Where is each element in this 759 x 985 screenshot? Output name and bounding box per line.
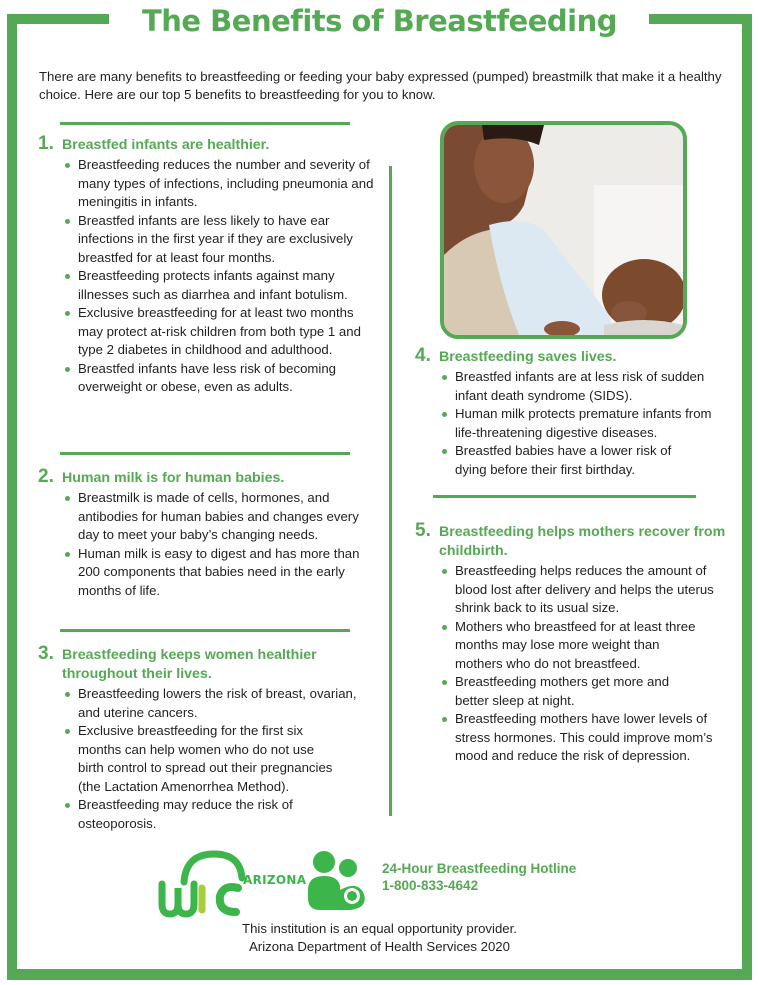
bullet-dot-icon	[65, 274, 70, 279]
wic-logo-icon	[156, 848, 246, 918]
section-title: Breastfeeding saves lives.	[439, 349, 617, 365]
bullet-dot-icon	[65, 803, 70, 808]
bullet-dot-icon	[442, 625, 447, 630]
wic-arizona-label: ARIZONA	[243, 873, 307, 887]
bullet-item: Breastfed infants are at less risk of sudden infant death syndrome (SIDS).	[439, 368, 730, 405]
section-3	[38, 644, 378, 833]
bullet-dot-icon	[442, 449, 447, 454]
section-4	[415, 346, 730, 479]
bullet-item: Breastfed infants are less likely to have ear infections in the first year if they are exclusively breastfed for at least four months.	[62, 212, 378, 268]
bullet-item: Breastmilk is made of cells, hormones, and antibodies for human babies and changes every day to meet your baby’s changing needs.	[62, 489, 378, 545]
photo-illustration-icon	[444, 125, 683, 335]
bullet-dot-icon	[442, 717, 447, 722]
bullet-dot-icon	[65, 311, 70, 316]
section-title: Breastfeeding helps mothers recover from childbirth.	[439, 524, 726, 559]
bullet-dot-icon	[442, 680, 447, 685]
equal-opportunity-statement: This institution is an equal opportunity provider.	[242, 921, 517, 936]
bullet-item: Breastfeeding mothers get more and better sleep at night.	[439, 673, 730, 710]
section-number: 1.	[38, 133, 54, 154]
mother-breastfeeding-photo	[440, 121, 687, 339]
bullet-dot-icon	[65, 219, 70, 224]
hotline-block	[382, 860, 576, 894]
bullet-item: Breastfeeding helps reduces the amount of blood lost after delivery and helps the uterus shrink back to its usual size.	[439, 562, 730, 618]
section-title: Human milk is for human babies.	[62, 470, 285, 486]
divider-section-1	[60, 122, 350, 125]
publisher-credit: Arizona Department of Health Services 2020	[249, 939, 510, 954]
bullet-dot-icon	[65, 552, 70, 557]
frame-bottom	[7, 969, 752, 980]
bullet-dot-icon	[65, 692, 70, 697]
section-5	[415, 521, 730, 766]
bullet-item: Breastfed babies have a lower risk of dying before their first birthday.	[439, 442, 730, 479]
frame-right	[742, 14, 752, 980]
bullet-dot-icon	[65, 367, 70, 372]
mother-child-icon	[306, 850, 370, 912]
bullet-item: Breastfeeding may reduce the risk of osteoporosis.	[62, 796, 378, 833]
intro-paragraph: There are many benefits to breastfeeding or feeding your baby expressed (pumped) breastmilk that make it a healthy choice. Here are our top 5 benefits to breastfeeding for you to know.	[39, 69, 722, 102]
section-number: 5.	[415, 520, 431, 541]
bullet-dot-icon	[65, 496, 70, 501]
frame-left	[7, 14, 17, 980]
hotline-phone[interactable]: 1-800-833-4642	[382, 878, 479, 893]
bullet-item: Exclusive breastfeeding for the first six months can help women who do not use birth control to spread out their pregnancies (the Lactation Amenorrhea Method).	[62, 722, 378, 796]
section-2	[38, 467, 378, 600]
footer	[0, 920, 759, 956]
section-1	[38, 134, 378, 397]
bullet-dot-icon	[442, 375, 447, 380]
page-title: The Benefits of Breastfeeding	[141, 4, 618, 38]
divider-section-5	[433, 495, 696, 498]
bullet-dot-icon	[442, 412, 447, 417]
bullet-dot-icon	[65, 163, 70, 168]
bullet-item: Mothers who breastfeed for at least three months may lose more weight than mothers who do not breastfeed.	[439, 618, 730, 674]
bullet-item: Breastfeeding lowers the risk of breast, ovarian, and uterine cancers.	[62, 685, 378, 722]
divider-section-2	[60, 452, 350, 455]
section-title: Breastfed infants are healthier.	[62, 137, 270, 153]
hotline-label: 24-Hour Breastfeeding Hotline	[382, 861, 577, 876]
bullet-dot-icon	[65, 729, 70, 734]
bullet-item: Human milk protects premature infants from life-threatening digestive diseases.	[439, 405, 730, 442]
section-number: 4.	[415, 345, 431, 366]
bullet-item: Breastfeeding mothers have lower levels of stress hormones. This could improve mom’s mood and reduce the risk of depression.	[439, 710, 730, 766]
bullet-item: Breastfed infants have less risk of becoming overweight or obese, even as adults.	[62, 360, 378, 397]
bullet-item: Breastfeeding protects infants against many illnesses such as diarrhea and infant botulism.	[62, 267, 378, 304]
section-number: 2.	[38, 466, 54, 487]
bullet-dot-icon	[442, 569, 447, 574]
column-divider	[389, 166, 392, 816]
section-title: Breastfeeding keeps women healthier throughout their lives.	[62, 647, 317, 682]
bullet-item: Human milk is easy to digest and has more than 200 components that babies need in the early months of life.	[62, 545, 378, 601]
bullet-item: Breastfeeding reduces the number and severity of many types of infections, including pneumonia and meningitis in infants.	[62, 156, 378, 212]
section-number: 3.	[38, 643, 54, 664]
bullet-item: Exclusive breastfeeding for at least two months may protect at-risk children from both type 1 and type 2 diabetes in childhood and adulthood.	[62, 304, 378, 360]
divider-section-3	[60, 629, 350, 632]
